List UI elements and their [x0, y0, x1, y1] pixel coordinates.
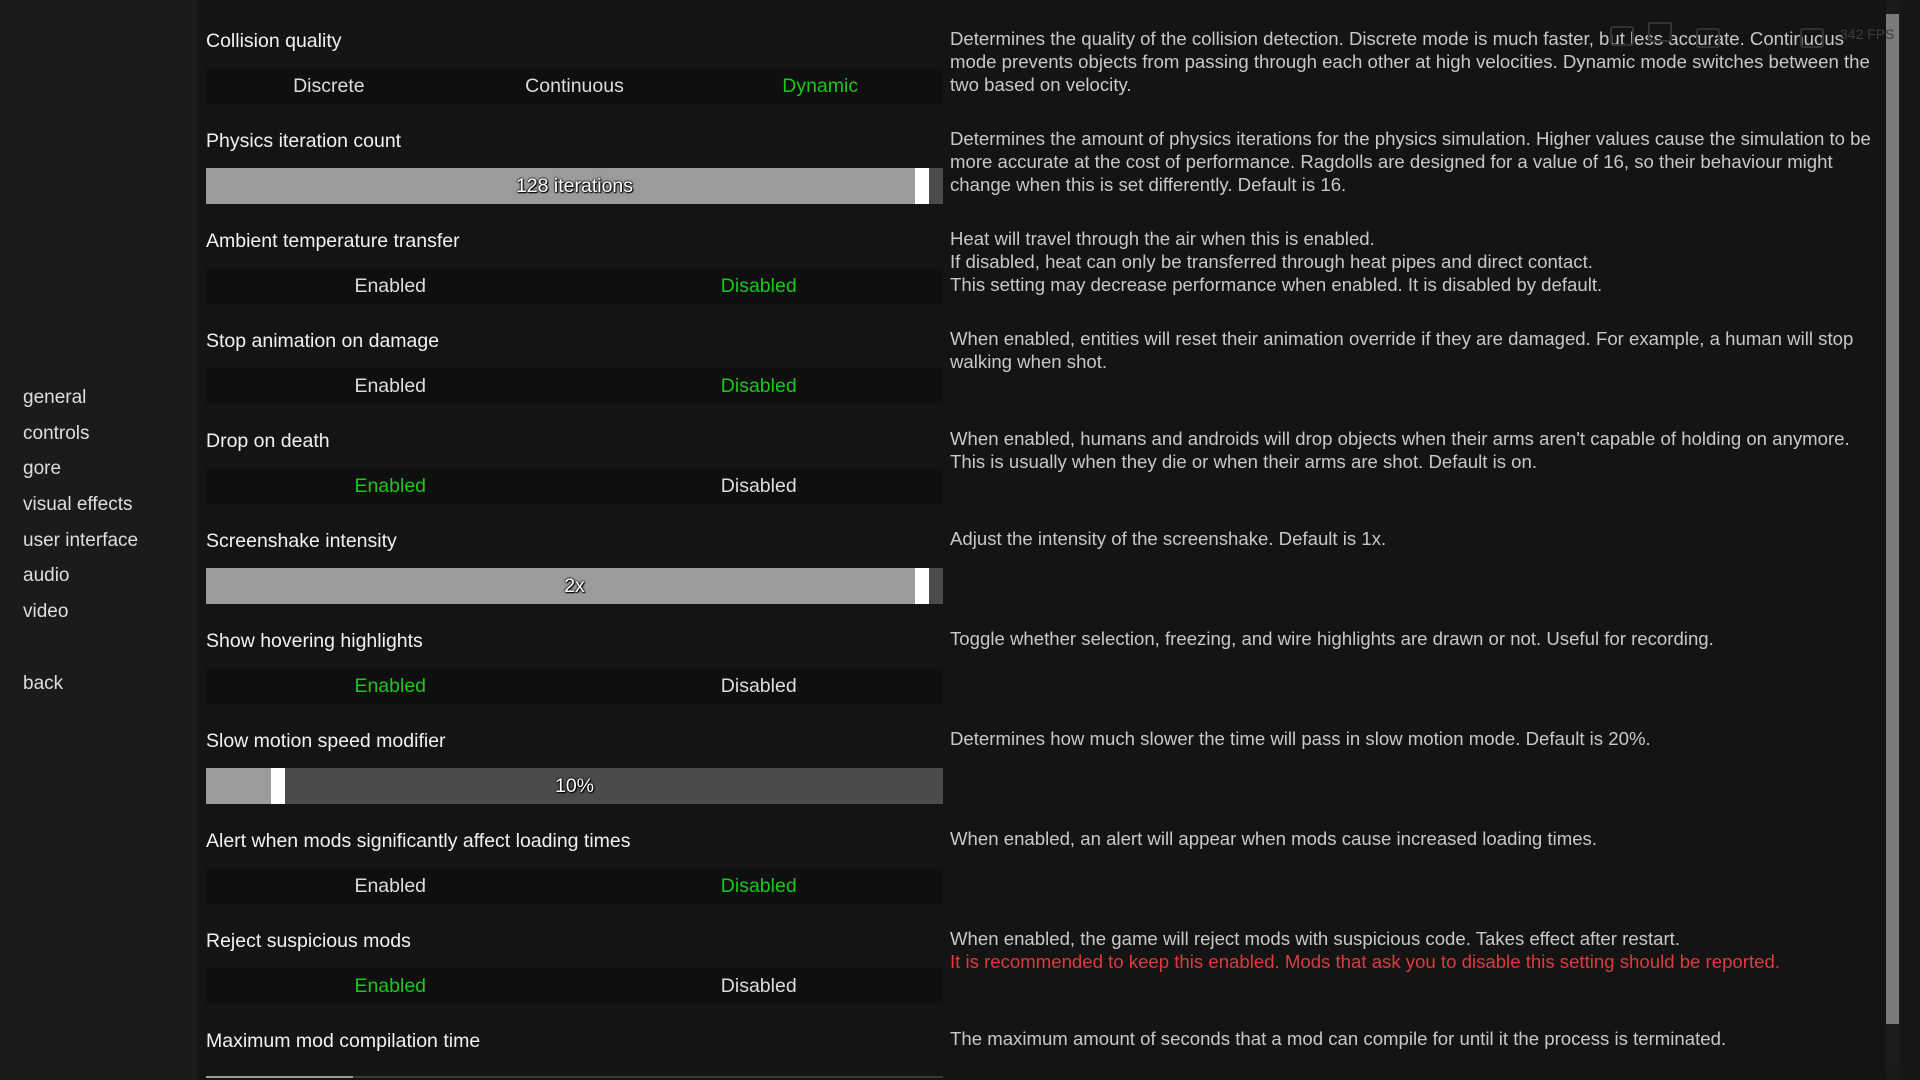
slider[interactable] — [206, 168, 943, 204]
nav-item-gore[interactable]: gore — [23, 458, 62, 480]
option-disabled[interactable]: Disabled — [720, 975, 797, 997]
option-group — [206, 468, 943, 504]
setting-ambient-temperature-transfer — [198, 216, 1886, 316]
description-line: Determines the quality of the collision detection. Discrete mode is much faster, but less accurate. Continuous mode prevents objects from passing through each other at high velocities. Dynamic mode switches between the two based on velocity. — [950, 28, 1870, 96]
slider-value: 2x — [564, 575, 585, 597]
setting-description — [950, 427, 1880, 473]
option-group — [206, 268, 943, 304]
nav-item-general[interactable]: general — [23, 387, 87, 408]
setting-alert-when-mods-significantly-affect-loading-times — [198, 816, 1886, 916]
setting-description — [950, 827, 1880, 850]
setting-description — [950, 27, 1880, 97]
fps-counter: 342 FPS — [1840, 26, 1895, 42]
layers-icon — [1696, 28, 1720, 48]
nav-item-user-interface[interactable]: user interface — [23, 529, 139, 551]
slider-value: 128 iterations — [515, 175, 634, 197]
setting-physics-iteration-count — [198, 116, 1886, 216]
description-line: Heat will travel through the air when this is enabled. — [950, 228, 1375, 249]
window-edge — [1900, 0, 1920, 1080]
setting-title: Collision quality — [206, 30, 342, 52]
description-line: When enabled, entities will reset their animation override if they are damaged. For example, a human will stop walking when shot. — [950, 328, 1854, 373]
nav-item-audio[interactable]: audio — [23, 565, 70, 587]
setting-title: Reject suspicious mods — [206, 930, 411, 952]
option-discrete[interactable]: Discrete — [293, 75, 365, 97]
description-line: Adjust the intensity of the screenshake. Default is 1x. — [950, 528, 1387, 549]
setting-title: Drop on death — [206, 430, 330, 452]
setting-title: Show hovering highlights — [206, 630, 423, 652]
warning-text: It is recommended to keep this enabled. Mods that ask you to disable this setting should be reported. — [950, 951, 1780, 973]
slow-motion-speed-modifier-slider-control — [206, 768, 943, 804]
setting-description — [950, 927, 1880, 973]
scrollbar-thumb[interactable] — [1886, 14, 1899, 1024]
slider-value: 10% — [554, 775, 595, 797]
description-line: Toggle whether selection, freezing, and wire highlights are drawn or not. Useful for recording. — [950, 628, 1714, 649]
option-enabled[interactable]: Enabled — [354, 975, 427, 997]
nav-item-video[interactable]: video — [23, 601, 69, 623]
drop-on-death-options — [206, 468, 943, 504]
option-enabled[interactable]: Enabled — [354, 275, 427, 297]
maximum-mod-compilation-time-slider-partial[interactable] — [206, 1076, 943, 1078]
setting-description — [950, 727, 1880, 750]
option-disabled[interactable]: Disabled — [720, 275, 797, 297]
sidebar — [0, 0, 198, 1080]
setting-title: Stop animation on damage — [206, 330, 440, 352]
description-line: When enabled, the game will reject mods with suspicious code. Takes effect after restart. — [950, 928, 1680, 949]
slider-fill — [206, 1076, 353, 1078]
physics-iteration-count-slider-control — [206, 168, 943, 204]
description-line: The maximum amount of seconds that a mod can compile for until it the process is terminated. — [950, 1028, 1727, 1049]
option-group — [206, 368, 943, 404]
stop-animation-on-damage-options — [206, 368, 943, 404]
option-enabled[interactable]: Enabled — [354, 875, 427, 897]
setting-description — [950, 527, 1880, 550]
option-disabled[interactable]: Disabled — [720, 475, 797, 497]
setting-title: Screenshake intensity — [206, 530, 397, 552]
setting-maximum-mod-compilation-time — [198, 1016, 1886, 1080]
slider[interactable] — [206, 568, 943, 604]
setting-title: Physics iteration count — [206, 130, 402, 152]
reject-suspicious-mods-options — [206, 968, 943, 1004]
option-continuous[interactable]: Continuous — [525, 75, 624, 97]
slider[interactable] — [206, 768, 943, 804]
setting-reject-suspicious-mods — [198, 916, 1886, 1016]
option-dynamic[interactable]: Dynamic — [782, 75, 859, 97]
setting-description — [950, 227, 1880, 297]
option-group — [206, 968, 943, 1004]
scrollbar[interactable] — [1886, 14, 1900, 1066]
option-enabled[interactable]: Enabled — [354, 475, 427, 497]
description-line: When enabled, humans and androids will drop objects when their arms aren't capable of holding on anymore. This is usually when they die or when their arms are shot. Default is on. — [950, 428, 1850, 473]
option-group — [206, 868, 943, 904]
setting-title: Ambient temperature transfer — [206, 230, 460, 252]
nav-item-controls[interactable]: controls — [23, 422, 90, 444]
nav-item-visual-effects[interactable]: visual effects — [23, 494, 133, 516]
nav-menu — [23, 380, 138, 701]
option-enabled[interactable]: Enabled — [354, 375, 427, 397]
setting-title: Maximum mod compilation time — [206, 1030, 481, 1052]
alert-when-mods-significantly-affect-loading-times-options — [206, 868, 943, 904]
option-disabled[interactable]: Disabled — [720, 875, 797, 897]
setting-description — [950, 127, 1880, 197]
setting-screenshake-intensity — [198, 516, 1886, 616]
setting-stop-animation-on-damage — [198, 316, 1886, 416]
setting-title: Slow motion speed modifier — [206, 730, 446, 752]
option-disabled[interactable]: Disabled — [720, 375, 797, 397]
collision-quality-options — [206, 68, 943, 104]
option-enabled[interactable]: Enabled — [354, 675, 427, 697]
display-icon — [1800, 28, 1824, 48]
description-line: Determines the amount of physics iterations for the physics simulation. Higher values cause the simulation to be more accurate at the cost of performance. Ragdolls are designed for a value of 16, so their behaviour might change when this is set differently. Default is 16. — [950, 128, 1871, 196]
screenshake-intensity-slider-control — [206, 568, 943, 604]
setting-slow-motion-speed-modifier — [198, 716, 1886, 816]
back-button[interactable]: back — [23, 672, 64, 694]
box-icon — [1648, 22, 1672, 42]
option-group — [206, 668, 943, 704]
settings-panel — [198, 0, 1886, 1080]
setting-drop-on-death — [198, 416, 1886, 516]
show-hovering-highlights-options — [206, 668, 943, 704]
monitor-icon — [1610, 26, 1634, 46]
option-group — [206, 68, 943, 104]
setting-description — [950, 627, 1880, 650]
description-line: When enabled, an alert will appear when mods cause increased loading times. — [950, 828, 1598, 849]
description-line: This setting may decrease performance when enabled. It is disabled by default. — [950, 274, 1603, 296]
setting-description — [950, 327, 1880, 373]
setting-show-hovering-highlights — [198, 616, 1886, 716]
description-line: If disabled, heat can only be transferred through heat pipes and direct contact. — [950, 251, 1593, 273]
option-disabled[interactable]: Disabled — [720, 675, 797, 697]
ambient-temperature-transfer-options — [206, 268, 943, 304]
setting-description — [950, 1027, 1880, 1050]
description-line: Determines how much slower the time will pass in slow motion mode. Default is 20%. — [950, 728, 1651, 749]
setting-title: Alert when mods significantly affect loading times — [206, 830, 631, 852]
